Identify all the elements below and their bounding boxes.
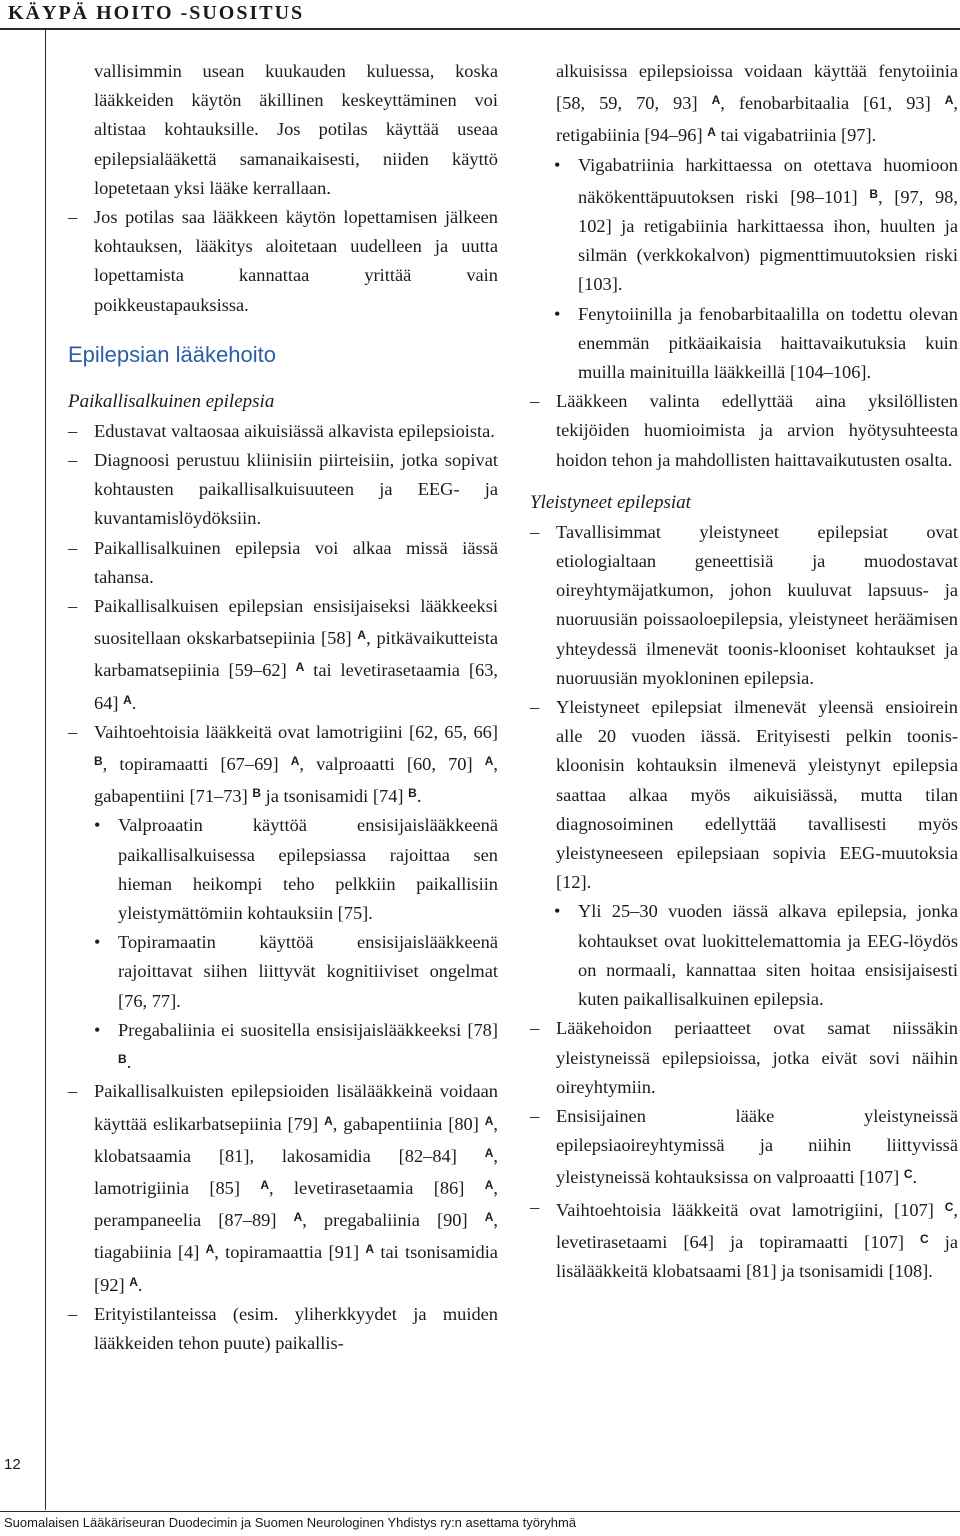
dash-marker: – [68,596,78,617]
evidence-grade: A [484,1113,494,1128]
dash-marker: – [68,537,78,558]
bullet-item: • Topiramaatin käyttöä ensisijaislääkkeenä rajoittavat siihen liittyvät kognitiiviset ongelmat [76, 77]. [68,928,498,1016]
dash-marker: – [68,207,78,228]
bullet-item: • Vigabatriinia harkittaessa on otettava huomioon näkökenttäpuutoksen riski [98–101] $^B$, [97, 98, 102] ja retigabiinia harkittaessa ihon, huulten ja silmän (verkkokalvon) pigmenttimuutoksien riski [103]. [530,151,958,300]
evidence-grade: A [484,1177,494,1192]
evidence-grade: C [903,1167,913,1182]
dash-marker: – [68,1303,78,1324]
evidence-grade: B [869,186,878,201]
evidence-grade: B [94,754,103,769]
bullet-marker: • [554,154,561,175]
running-header: KÄYPÄ HOITO -SUOSITUS [8,2,305,24]
dash-item: – Vaihtoehtoisia lääkkeitä ovat lamotrigiini [62, 65, 66] $^B$, topiramaatti [67–69] $^A$, valproaatti [60, 70] $^A$, gabapentiini [71–73] $^B$ ja tsonisamidi [74] $^B$. [68,718,498,812]
dash-marker: – [530,391,540,412]
subsection-heading: Paikallisalkuinen epilepsia [68,390,275,412]
bullet-marker: • [554,303,561,324]
bullet-item: • Fenytoiinilla ja fenobarbitaalilla on todettu olevan enemmän pitkäaikaisia haittavaikutuksia kuin muilla mainituilla lääkkeillä [104–106]. [530,300,958,388]
header-rule [0,28,960,30]
bullet-item: • Valproaatin käyttöä ensisijaislääkkeenä paikallisalkuisessa epilepsiassa rajoittaa sen hieman heikompi teho pelkkiin paikallisiin yleistymättömiin kohtauksiin [75]. [68,811,498,928]
bullet-marker: • [94,815,101,836]
dash-marker: – [530,1196,540,1217]
evidence-grade: B [408,786,417,801]
left-column [68,57,498,1358]
dash-item: – Vaihtoehtoisia lääkkeitä ovat lamotrigiini, [107] $^C$, levetirasetaami [64] ja topiramaatti [107] $^C$ ja lisälääkkeitä klobatsaami [81] ja tsonisamidi [108]. [530,1193,958,1287]
dash-item: – Paikallisalkuinen epilepsia voi alkaa missä iässä tahansa. [68,534,498,592]
dash-item: – Ensisijainen lääke yleistyneissä epilepsiaoireyhtymissä ja niihin liittyvissä yleistyneissä kohtauksissa on valproaatti [107] $^C$. [530,1102,958,1193]
evidence-grade: A [324,1113,333,1128]
evidence-grade: A [484,1145,494,1160]
bullet-marker: • [94,1019,101,1040]
bullet-marker: • [94,932,101,953]
evidence-grade: A [944,93,954,108]
evidence-grade: A [260,1177,269,1192]
dash-item: – Paikallisalkuisen epilepsian ensisijaiseksi lääkkeeksi suositellaan okskarbatsepiinia [58] $^A$, pitkävaikutteista karbamatsepiinia [59–62] $^A$ tai levetirasetaamia [63, 64] $^A$. [68,592,498,718]
dash-item: – Edustavat valtaosaa aikuisiässä alkavista epilepsioista. [68,417,498,446]
evidence-grade: A [205,1242,215,1257]
subsection-heading: Yleistyneet epilepsiat [530,491,691,513]
evidence-grade: A [129,1274,138,1289]
dash-item: – Tavallisimmat yleistyneet epilepsiat ovat etiologialtaan geneettisiä ja muodostavat oireyhtymäjatkumon, johon kuuluvat lapsuus- ja nuoruusiän poissaoloepilepsia, yleistyneet heräämisen yhteydessä ilmenevät toonis-klooniset kohtaukset ja nuoruusiän myokloninen epilepsia. [530,518,958,693]
page-number: 12 [4,1456,21,1473]
dash-item: – Paikallisalkuisten epilepsioiden lisälääkkeinä voidaan käyttää eslikarbatsepiinia [79] $^A$, gabapentiinia [80] $^A$, klobatsaamia [81], lakosamidia [82–84] $^A$, lamotrigiinia [85] $^A$, levetirasetaamia [86] $^A$, perampaneelia [87–89] $^A$, pregabaliinia [90] $^A$, tiagabiinia [4] $^A$, topiramaattia [91] $^A$ tai tsonisamidia [92] $^A$. [68,1077,498,1299]
dash-marker: – [530,521,540,542]
evidence-grade: A [123,692,132,707]
dash-item: – Lääkehoidon periaatteet ovat samat niissäkin yleistyneissä epilepsioissa, jotka eivät sovi näihin oireyhtymiin. [530,1014,958,1102]
dash-marker: – [68,721,78,742]
continued-paragraph: alkuisissa epilepsioissa voidaan käyttää fenytoiinia [58, 59, 70, 93] $^A$, fenobarbitaalia [61, 93] $^A$, retigabiinia [94–96] $^A$ tai vigabatriinia [97]. [556,61,958,146]
margin-rule [45,30,46,1510]
evidence-grade: A [711,93,721,108]
evidence-grade: A [484,1210,494,1225]
dash-marker: – [530,1105,540,1126]
dash-item: – Yleistyneet epilepsiat ilmenevät yleensä ensioirein alle 20 vuoden iässä. Erityisesti pelkin toonis-kloonisin kohtauksin ilmenevä yleistynyt epilepsia saattaa alkaa myös aikuisiässä, mutta tilan diagnosoiminen edellyttää tavallisesti myös yleistyneeseen epilepsiaan sopivia EEG-muutoksia [12]. [530,693,958,897]
dash-marker: – [68,450,78,471]
evidence-grade: A [293,1210,303,1225]
evidence-grade: A [484,754,494,769]
evidence-grade: A [290,754,300,769]
evidence-grade: A [365,1242,375,1257]
dash-marker: – [530,1018,540,1039]
evidence-grade: A [707,125,716,140]
bullet-item: • Yli 25–30 vuoden iässä alkava epilepsia, jonka kohtaukset ovat luokittelemattomia ja EEG-löydös on normaali, kannattaa siten hoitaa ensisijaisesti kuten paikallisalkuinen epilepsia. [530,897,958,1014]
dash-item: – Lääkkeen valinta edellyttää aina yksilöllisten tekijöiden huomioimista ja arvion hyötysuhteesta hoidon tehon ja mahdollisten haittavaikutusten osalta. [530,387,958,475]
evidence-grade: B [118,1052,127,1067]
evidence-grade: C [920,1231,929,1246]
right-column [530,57,958,1286]
evidence-grade: B [252,786,262,801]
evidence-grade: C [944,1199,954,1214]
evidence-grade: A [295,660,305,675]
dash-item: – Jos potilas saa lääkkeen käytön lopettamisen jälkeen kohtauksen, lääkitys aloitetaan uudelleen ja uutta lopettamista kannattaa yrittää vain poikkeustapauksissa. [68,203,498,320]
footer-text: Suomalaisen Lääkäriseuran Duodecimin ja Suomen Neurologinen Yhdistys ry:n asettama työryhmä [4,1515,577,1530]
dash-item: – Erityistilanteissa (esim. yliherkkyydet ja muiden lääkkeiden tehon puute) paikallis- [68,1300,498,1358]
dash-item: – Diagnoosi perustuu kliinisiin piirteisiin, jotka sopivat kohtausten paikallisalkuisuuteen ja EEG- ja kuvantamislöydöksiin. [68,446,498,534]
evidence-grade: A [357,628,367,643]
footer-rule [0,1511,960,1512]
dash-marker: – [68,420,78,441]
continued-paragraph: vallisimmin usean kuukauden kuluessa, koska lääkkeiden käytön äkillinen keskeyttäminen voi altistaa kohtauksille. Jos potilas käyttää useaa epilepsialääkettä samanaikaisesti, niiden käyttö lopetetaan yksi lääke kerrallaan. [94,61,498,198]
dash-marker: – [68,1081,78,1102]
bullet-item: • Pregabaliinia ei suositella ensisijaislääkkeeksi [78] $^B$. [68,1016,498,1077]
section-heading: Epilepsian lääkehoito [68,341,276,367]
bullet-marker: • [554,901,561,922]
dash-marker: – [530,697,540,718]
